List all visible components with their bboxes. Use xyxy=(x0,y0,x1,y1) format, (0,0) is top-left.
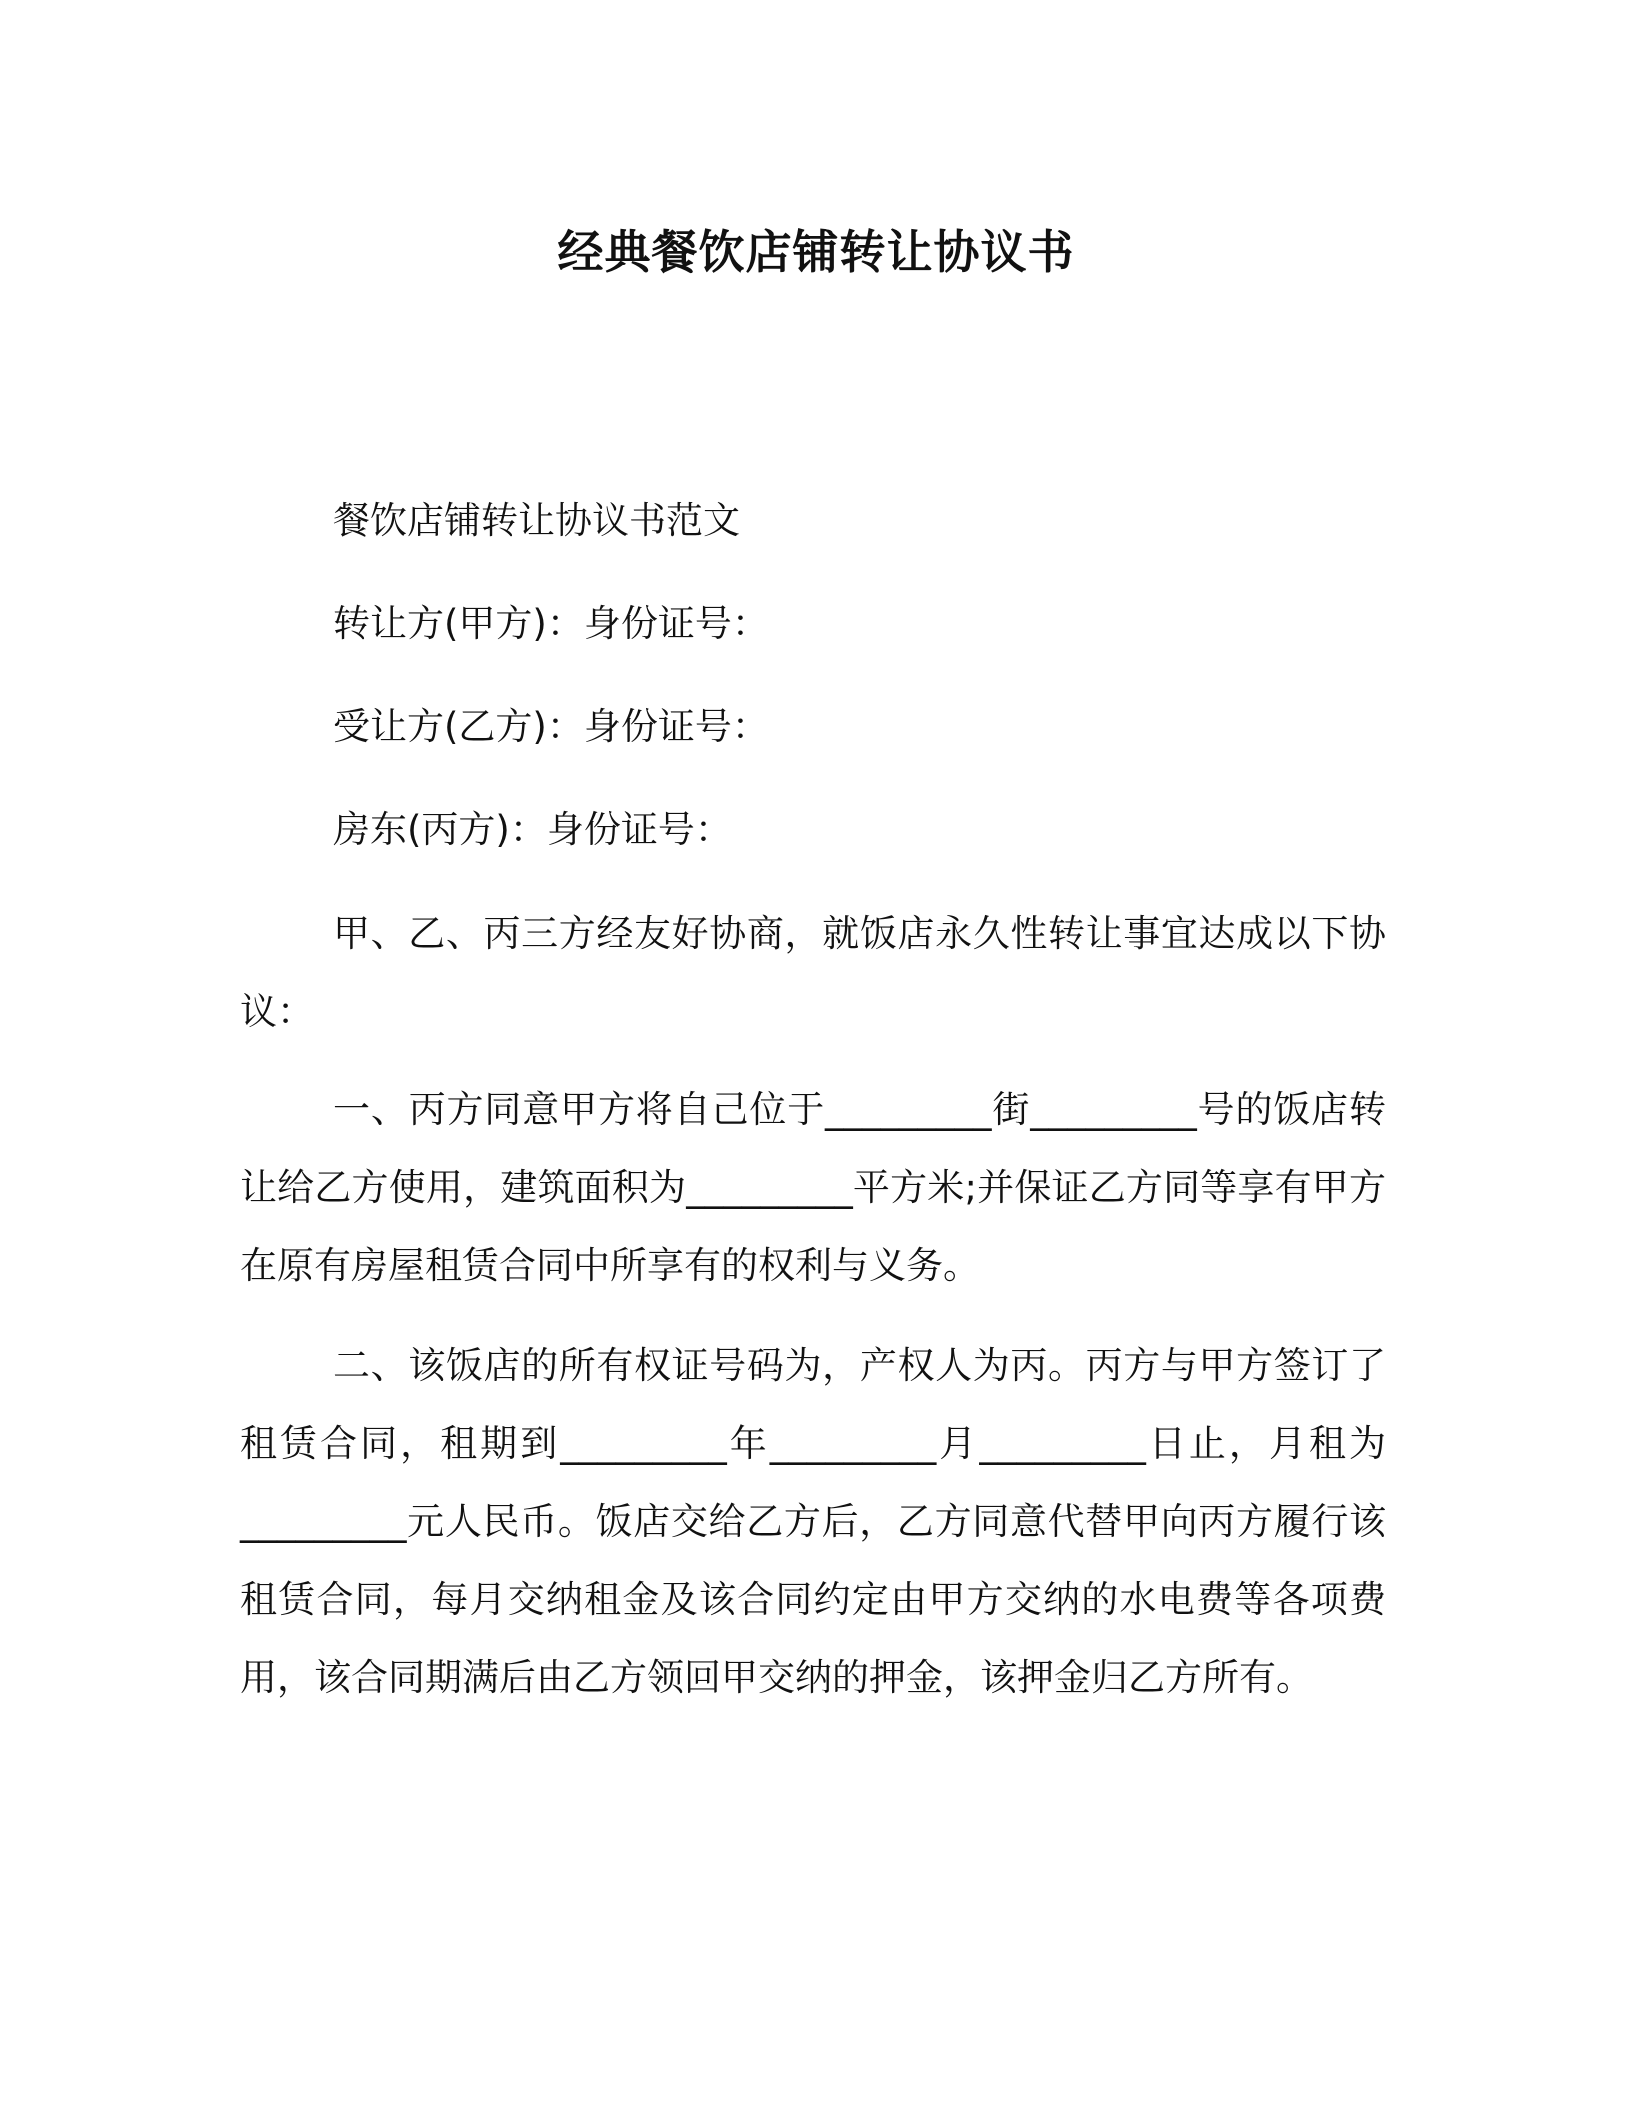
party-c-line: 房东(丙方)：身份证号： xyxy=(333,808,732,851)
intro-paragraph: 甲、乙、丙三方经友好协商，就饭店永久性转让事宜达成以下协议： xyxy=(240,912,1386,1033)
party-b-line: 受让方(乙方)：身份证号： xyxy=(333,705,769,748)
clause-1-block xyxy=(240,1071,1386,1305)
document-subtitle: 餐饮店铺转让协议书范文 xyxy=(333,499,740,542)
clause-2-paragraph: 二、该饭店的所有权证号码为，产权人为丙。丙方与甲方签订了租赁合同，租期到_________年_________月_________日止，月租为_________元人民币。饭店交给乙方后，乙方同意代替甲向丙方履行该租赁合同，每月交纳租金及该合同约定由甲方交纳的水电费等各项费用，该合同期满后由乙方领回甲交纳的押金，该押金归乙方所有。 xyxy=(240,1344,1386,1699)
clause-1-paragraph: 一、丙方同意甲方将自己位于_________街_________号的饭店转让给乙方使用，建筑面积为_________平方米;并保证乙方同等享有甲方在原有房屋租赁合同中所享有的权利与义务。 xyxy=(240,1088,1386,1287)
clause-2-block xyxy=(240,1327,1386,1717)
intro-paragraph-block xyxy=(240,895,1386,1051)
party-a-line: 转让方(甲方)：身份证号： xyxy=(333,602,769,645)
document-title: 经典餐饮店铺转让协议书 xyxy=(557,225,1075,279)
